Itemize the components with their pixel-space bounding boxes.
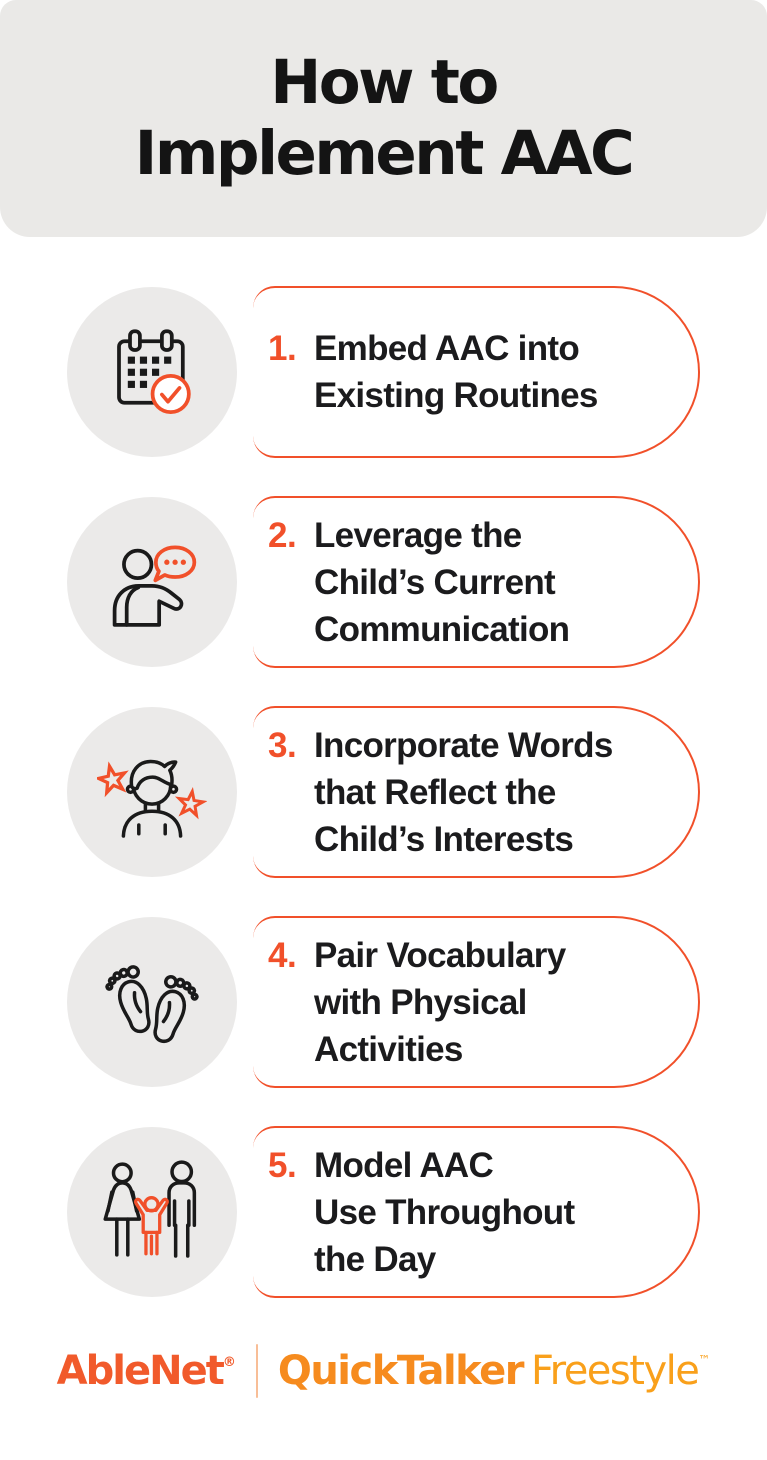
- step-1-number: 1.: [268, 329, 297, 368]
- step-4-text: Pair Vocabulary with Physical Activities: [314, 935, 566, 1069]
- step-4-pill: [253, 916, 700, 1088]
- step-1-pill: [253, 286, 700, 458]
- ablenet-logo: AbleNet®: [56, 1348, 236, 1394]
- step-4-icon-circle: [67, 917, 237, 1087]
- step-5-pill: [253, 1126, 700, 1298]
- footer-brand-bar: [0, 1336, 767, 1406]
- footer-divider: [256, 1344, 258, 1398]
- page-title-line2: Implement AAC: [134, 117, 633, 189]
- step-3-number: 3.: [268, 725, 297, 765]
- step-3-pill: [253, 706, 700, 878]
- step-5-text: Model AAC Use Throughout the Day: [314, 1145, 575, 1279]
- step-2-icon-circle: [67, 497, 237, 667]
- step-5-number: 5.: [268, 1145, 297, 1185]
- quicktalker-freestyle-logo: QuickTalker Freestyle™: [277, 1348, 711, 1394]
- family-icon: [97, 1157, 207, 1267]
- step-row-1: [67, 286, 700, 458]
- step-2-text: Leverage the Child’s Current Communication: [314, 515, 570, 649]
- footprints-icon: [97, 947, 207, 1057]
- page-title-line1: How to: [270, 46, 497, 118]
- steps-list: [0, 286, 767, 1298]
- trademark-mark: ™: [698, 1353, 711, 1367]
- step-1-icon-circle: [67, 287, 237, 457]
- step-row-5: [67, 1126, 700, 1298]
- step-row-4: [67, 916, 700, 1088]
- step-2-pill: [253, 496, 700, 668]
- step-row-2: [67, 496, 700, 668]
- step-2-number: 2.: [268, 515, 297, 555]
- calendar-check-icon: [97, 317, 207, 427]
- step-1-text: Embed AAC into Existing Routines: [314, 329, 598, 415]
- step-5-icon-circle: [67, 1127, 237, 1297]
- page-title: [135, 48, 633, 190]
- header-banner: [0, 0, 767, 237]
- step-3-text: Incorporate Words that Reflect the Child’s Interests: [314, 725, 613, 859]
- step-4-number: 4.: [268, 935, 297, 975]
- child-stars-icon: [97, 737, 207, 847]
- person-speech-bubble-icon: [97, 527, 207, 637]
- step-3-icon-circle: [67, 707, 237, 877]
- step-row-3: [67, 706, 700, 878]
- registered-mark: ®: [222, 1355, 236, 1370]
